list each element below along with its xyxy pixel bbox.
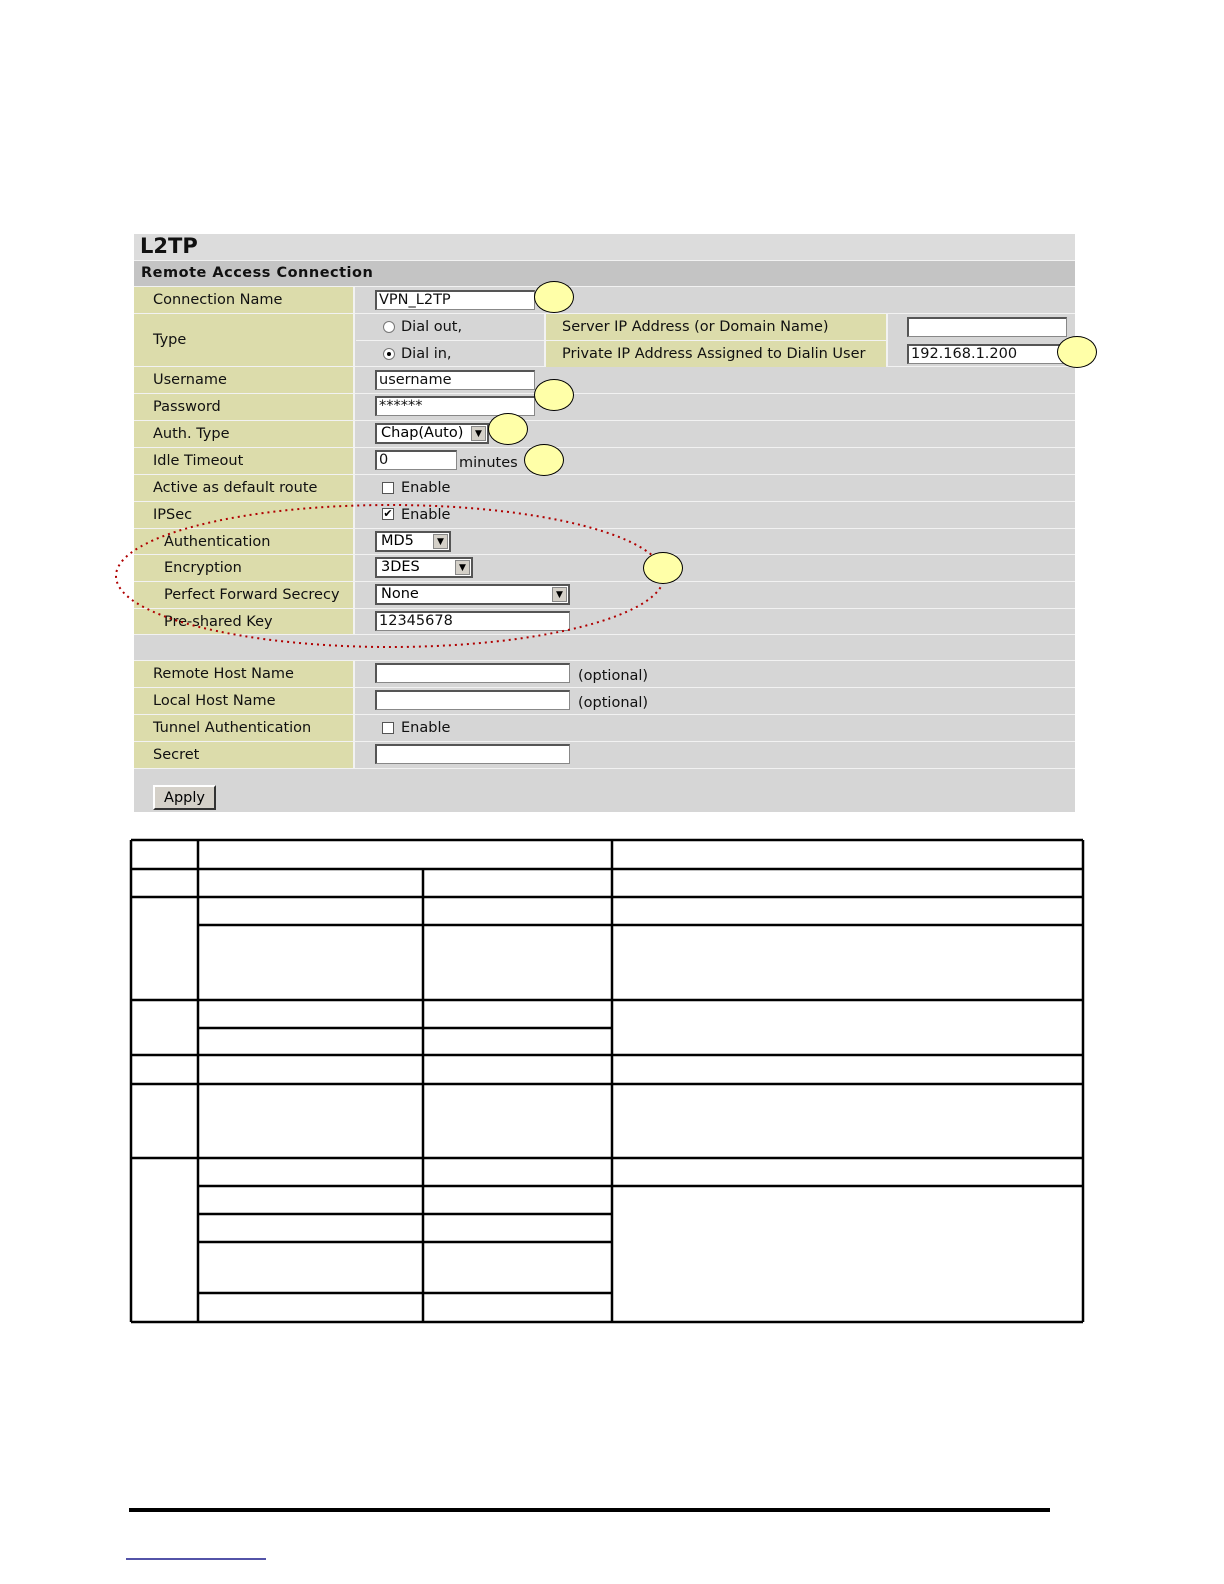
optional-label: (optional) [578, 668, 649, 684]
label: Local Host Name [134, 688, 355, 714]
chevron-down-icon[interactable]: ▼ [455, 560, 470, 575]
label: Connection Name [134, 287, 355, 313]
label: Username [134, 367, 355, 393]
enable-label: Enable [401, 480, 451, 496]
label: Remote Host Name [134, 661, 355, 687]
psk-input[interactable]: 12345678 [375, 611, 570, 631]
label: Type [134, 314, 355, 366]
authentication-value: MD5 [381, 533, 414, 549]
password-input[interactable]: ****** [375, 396, 535, 416]
label: Pre-shared Key [134, 609, 355, 634]
private-ip-input[interactable]: 192.168.1.200 [907, 344, 1067, 364]
server-ip-label: Server IP Address (or Domain Name) [562, 319, 829, 335]
ipsec-checkbox[interactable]: ✔ [383, 507, 393, 520]
label: Encryption [134, 555, 355, 581]
enable-label: Enable [401, 507, 451, 523]
enable-label: Enable [401, 720, 451, 736]
label: Perfect Forward Secrecy [134, 582, 355, 608]
label: Idle Timeout [134, 448, 355, 474]
chevron-down-icon[interactable]: ▼ [552, 587, 567, 602]
label: IPSec [134, 502, 355, 528]
username-input[interactable]: username [375, 370, 535, 390]
label: Password [134, 394, 355, 420]
dial-in-label: Dial in, [401, 346, 452, 362]
label: Authentication [134, 529, 355, 554]
chevron-down-icon[interactable]: ▼ [471, 426, 486, 441]
connection-name-input[interactable]: VPN_L2TP [375, 290, 535, 310]
minutes-label: minutes [459, 455, 518, 471]
auth-type-value: Chap(Auto) [381, 425, 464, 441]
label: Active as default route [134, 475, 355, 501]
optional-label: (optional) [578, 695, 649, 711]
dial-out-label: Dial out, [401, 319, 463, 335]
encryption-value: 3DES [381, 559, 420, 575]
pfs-value: None [381, 586, 419, 602]
label: Tunnel Authentication [134, 715, 355, 741]
apply-button[interactable]: Apply [153, 785, 216, 810]
private-ip-label: Private IP Address Assigned to Dialin User [562, 346, 866, 362]
label: Secret [134, 742, 355, 768]
page-title: L2TP [140, 234, 198, 258]
section-title: Remote Access Connection [141, 265, 374, 281]
label: Auth. Type [134, 421, 355, 447]
idle-timeout-input[interactable]: 0 [375, 450, 457, 470]
chevron-down-icon[interactable]: ▼ [433, 534, 448, 549]
